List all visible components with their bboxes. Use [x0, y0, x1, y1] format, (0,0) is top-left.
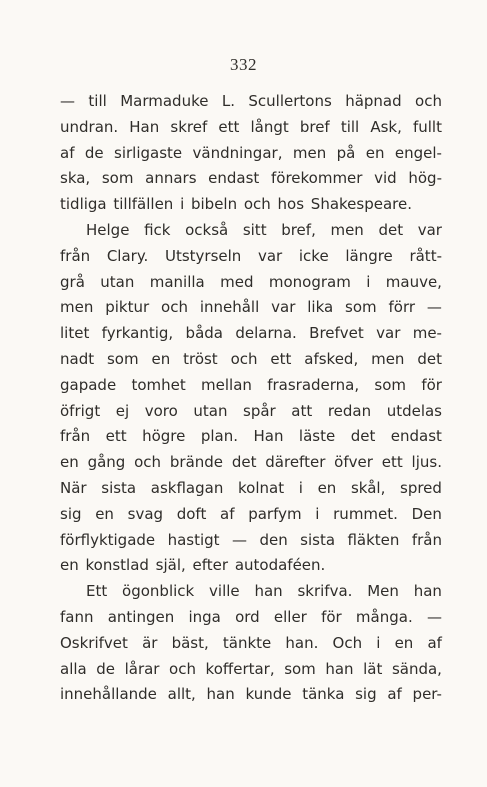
- word: frasraderna,: [267, 375, 360, 394]
- word: redan: [327, 401, 372, 420]
- word: af: [60, 143, 75, 162]
- word: ett: [381, 453, 403, 472]
- word: ljus.: [411, 453, 442, 472]
- word: högre: [142, 427, 186, 446]
- word: piktur: [105, 298, 150, 317]
- word: från: [60, 427, 91, 446]
- word: tänkte: [222, 633, 272, 652]
- word: han: [206, 685, 235, 704]
- word: sända,: [391, 659, 442, 678]
- word: kunde: [245, 685, 292, 704]
- page-number: 332: [230, 55, 257, 74]
- word: hos: [277, 195, 305, 214]
- text-line: [60, 579, 442, 605]
- word: vid: [374, 169, 397, 188]
- word: grå: [60, 272, 85, 291]
- word: rått-: [409, 246, 442, 265]
- word: han: [325, 659, 354, 678]
- word: till: [340, 117, 360, 136]
- word: förr: [388, 298, 416, 317]
- word: han: [254, 582, 283, 601]
- word: i: [180, 195, 185, 214]
- word: bref: [299, 117, 330, 136]
- word: —: [426, 298, 442, 317]
- word: Oskrifvet: [60, 633, 128, 652]
- word: bibeln: [190, 195, 238, 214]
- word: skål,: [350, 478, 386, 497]
- word: kolnat: [238, 478, 285, 497]
- word: utan: [100, 272, 135, 291]
- word: till: [88, 92, 107, 110]
- word: det: [417, 349, 442, 368]
- word: sitt: [242, 220, 267, 239]
- word: men: [330, 220, 364, 239]
- word: innehåll: [199, 298, 260, 317]
- word: var: [257, 246, 283, 265]
- word: —: [60, 92, 75, 110]
- word: ett: [270, 349, 292, 368]
- word: han: [413, 582, 442, 601]
- word: Brefvet: [309, 324, 364, 343]
- word: en: [60, 453, 79, 472]
- text-line: [60, 373, 442, 399]
- word: hastigt: [167, 530, 220, 549]
- word: var: [376, 324, 401, 343]
- word: askflagan: [150, 478, 224, 497]
- word: i: [376, 633, 381, 652]
- word: längre: [345, 246, 393, 265]
- word: litet: [60, 324, 90, 343]
- text-line: [60, 347, 442, 373]
- word: sista: [300, 530, 336, 549]
- word: själ,: [155, 556, 186, 575]
- word: bäst,: [171, 633, 209, 652]
- word: öfver: [334, 453, 373, 472]
- word: fullt: [412, 117, 442, 136]
- word: det: [350, 427, 376, 446]
- word: lika: [307, 298, 334, 317]
- word: —: [232, 530, 247, 549]
- word: läste: [298, 427, 336, 446]
- word: som: [101, 169, 134, 188]
- word: förekommer: [270, 169, 363, 188]
- word: fick: [144, 220, 171, 239]
- word: vändningar,: [192, 143, 283, 162]
- word: —: [426, 607, 442, 626]
- word: som: [106, 349, 139, 368]
- word: per-: [412, 685, 442, 704]
- text-line: [60, 270, 442, 296]
- word: en: [317, 478, 337, 497]
- word: ej: [115, 401, 130, 420]
- text-line: [60, 424, 442, 450]
- word: doft: [176, 504, 207, 523]
- text-line: [60, 141, 442, 167]
- text-line: [60, 631, 442, 657]
- word: den: [259, 530, 288, 549]
- word: i: [366, 272, 371, 291]
- word: de: [84, 143, 104, 162]
- word: efter: [192, 556, 229, 575]
- word: men: [60, 298, 94, 317]
- word: L.: [221, 92, 235, 110]
- word: allt,: [167, 685, 196, 704]
- word: de: [96, 659, 116, 678]
- word: koffertar,: [205, 659, 275, 678]
- text-line: [60, 89, 442, 115]
- body-text: [60, 89, 442, 708]
- word: med: [220, 272, 254, 291]
- word: inga: [188, 607, 221, 626]
- word: hög-: [408, 169, 442, 188]
- word: utan: [193, 401, 228, 420]
- word: ord: [235, 607, 260, 626]
- word: parfym: [248, 504, 302, 523]
- text-line: [60, 476, 442, 502]
- text-line: [60, 502, 442, 528]
- word: i: [298, 478, 303, 497]
- word: som: [345, 298, 377, 317]
- text-line: [60, 450, 442, 476]
- word: mauve,: [385, 272, 442, 291]
- word: mellan: [201, 375, 252, 394]
- word: som: [374, 375, 407, 394]
- word: många.: [355, 607, 413, 626]
- word: gång: [87, 453, 126, 472]
- word: från: [411, 530, 442, 549]
- word: endast: [390, 427, 442, 446]
- word: lät: [363, 659, 383, 678]
- word: ögonblick: [122, 582, 195, 601]
- word: konstlad: [85, 556, 149, 575]
- word: ska,: [60, 169, 91, 188]
- word: Shakespeare.: [310, 195, 412, 214]
- text-line: [60, 295, 442, 321]
- word: plan.: [200, 427, 238, 446]
- word: voro: [144, 401, 178, 420]
- word: gapade: [60, 375, 117, 394]
- word: förflyktigade: [60, 530, 156, 549]
- word: innehållande: [60, 685, 157, 704]
- word: en: [394, 633, 414, 652]
- text-line: [60, 244, 442, 270]
- word: delarna.: [235, 324, 297, 343]
- word: ett: [105, 427, 127, 446]
- word: af: [427, 633, 442, 652]
- word: fläkten: [347, 530, 400, 549]
- text-line: [60, 166, 442, 192]
- word: fyrkantig,: [101, 324, 174, 343]
- word: endast: [208, 169, 260, 188]
- word: Han: [253, 427, 284, 446]
- word: en: [95, 504, 114, 523]
- word: och: [134, 453, 162, 472]
- word: tidliga: [60, 195, 107, 214]
- word: häpnad: [345, 92, 402, 110]
- word: sirligaste: [114, 143, 183, 162]
- word: utdelas: [386, 401, 442, 420]
- word: alla: [60, 659, 87, 678]
- text-line: [60, 115, 442, 141]
- word: för: [421, 375, 442, 394]
- word: ett: [218, 117, 240, 136]
- word: autodaféen.: [234, 556, 326, 575]
- text-line: [60, 192, 442, 218]
- word: me-: [412, 324, 442, 343]
- word: det: [378, 220, 404, 239]
- word: antingen: [107, 607, 175, 626]
- word: fann: [60, 607, 94, 626]
- word: undran.: [60, 117, 119, 136]
- word: spår: [243, 401, 276, 420]
- word: skrifva.: [297, 582, 353, 601]
- word: engel-: [394, 143, 442, 162]
- word: Marmaduke: [120, 92, 209, 110]
- word: Helge: [86, 220, 130, 239]
- word: tomhet: [131, 375, 186, 394]
- word: manilla: [149, 272, 205, 291]
- word: skref: [170, 117, 208, 136]
- word: och: [415, 92, 442, 110]
- word: en: [365, 143, 385, 162]
- text-line: [60, 528, 442, 554]
- word: båda: [185, 324, 223, 343]
- word: af: [387, 685, 402, 704]
- word: Han: [129, 117, 160, 136]
- text-line: [60, 605, 442, 631]
- word: afsked,: [304, 349, 359, 368]
- word: eller: [273, 607, 307, 626]
- word: tröst: [183, 349, 218, 368]
- word: för: [321, 607, 342, 626]
- word: monogram: [268, 272, 351, 291]
- word: ville: [209, 582, 240, 601]
- word: tänka: [302, 685, 345, 704]
- word: icke: [298, 246, 329, 265]
- word: därefter: [265, 453, 326, 472]
- word: Men: [367, 582, 399, 601]
- word: att: [291, 401, 313, 420]
- word: öfrigt: [60, 401, 101, 420]
- word: och: [161, 298, 188, 317]
- word: Scullertons: [248, 92, 332, 110]
- word: var: [417, 220, 442, 239]
- word: också: [185, 220, 229, 239]
- word: och: [243, 195, 271, 214]
- word: sig: [355, 685, 377, 704]
- word: men: [371, 349, 405, 368]
- word: var: [271, 298, 296, 317]
- word: men: [292, 143, 327, 162]
- word: rummet.: [333, 504, 398, 523]
- word: Utstyrseln: [164, 246, 242, 265]
- word: När: [60, 478, 87, 497]
- word: svag: [127, 504, 164, 523]
- word: i: [315, 504, 320, 523]
- text-line: [60, 657, 442, 683]
- word: tillfällen: [113, 195, 174, 214]
- word: från: [60, 246, 91, 265]
- text-line: [60, 682, 442, 708]
- word: brände: [169, 453, 224, 472]
- word: bref,: [281, 220, 316, 239]
- word: Ask,: [370, 117, 402, 136]
- word: och: [169, 659, 196, 678]
- word: sig: [60, 504, 82, 523]
- word: långt: [250, 117, 289, 136]
- word: en: [151, 349, 171, 368]
- word: han.: [285, 633, 319, 652]
- word: spred: [400, 478, 442, 497]
- word: som: [284, 659, 316, 678]
- text-line: [60, 218, 442, 244]
- word: lårar: [124, 659, 160, 678]
- word: på: [336, 143, 356, 162]
- word: och: [230, 349, 258, 368]
- word: Clary.: [106, 246, 149, 265]
- text-line: [60, 321, 442, 347]
- word: Den: [411, 504, 442, 523]
- text-line: [60, 553, 442, 579]
- word: Och: [332, 633, 363, 652]
- word: det: [231, 453, 257, 472]
- word: sista: [101, 478, 137, 497]
- word: Ett: [86, 582, 108, 601]
- text-line: [60, 399, 442, 425]
- word: af: [220, 504, 235, 523]
- word: är: [142, 633, 158, 652]
- word: nadt: [60, 349, 95, 368]
- word: annars: [145, 169, 197, 188]
- word: en: [60, 556, 79, 575]
